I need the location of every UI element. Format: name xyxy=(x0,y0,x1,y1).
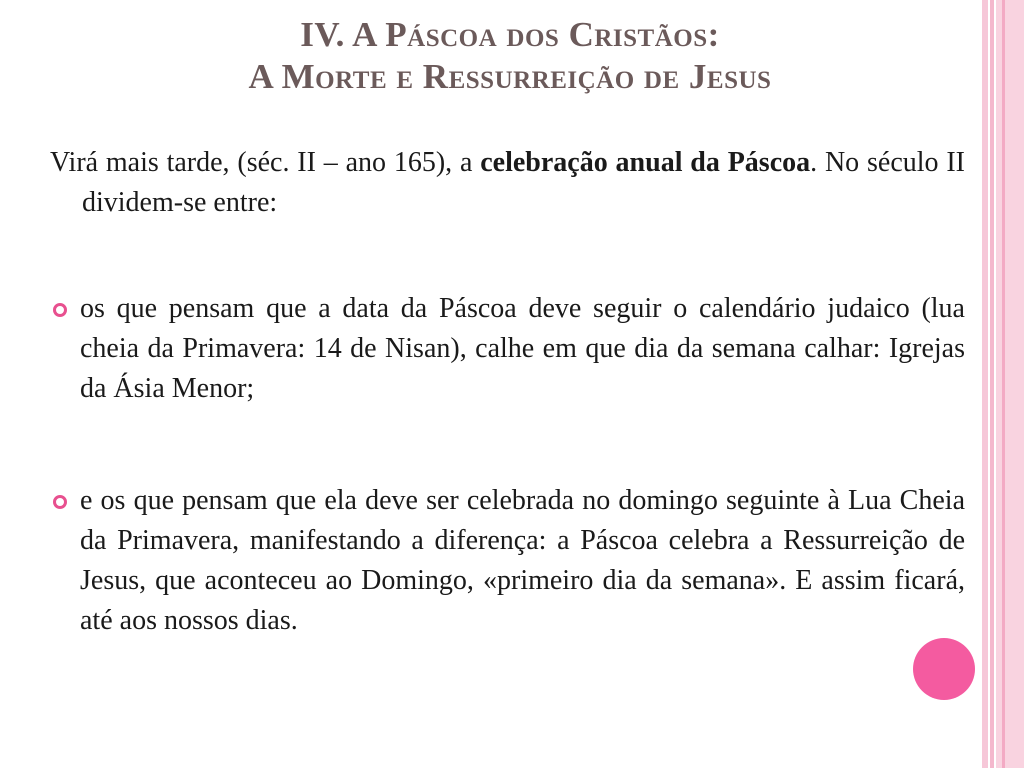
bullet-text: e os que pensam que ela deve ser celebrada no domingo seguinte à Lua Cheia da Primavera, manifestando a diferença: a Páscoa celebra a Ressurreição de Jesus, que aconteceu ao Domingo, «primeiro dia da semana». E assim ficará, até aos nossos dias. xyxy=(80,485,965,636)
stripe xyxy=(1002,0,1005,768)
bullet-item xyxy=(50,481,965,641)
intro-paragraph xyxy=(50,143,965,223)
intro-bold-text: celebração anual da Páscoa xyxy=(480,147,811,178)
slide-title-line-2: A Morte e Ressurreição de Jesus xyxy=(248,57,772,96)
stripe xyxy=(996,0,1024,768)
decorative-stripes xyxy=(982,0,1024,768)
circle-bullet-icon xyxy=(53,495,67,509)
intro-text-after: . No século II dividem-se entre: xyxy=(82,147,965,218)
slide-title-line-1: IV. A Páscoa dos Cristãos: xyxy=(300,15,720,54)
circle-bullet-icon xyxy=(53,303,67,317)
intro-text-before: Virá mais tarde, (séc. II – ano 165), a xyxy=(50,147,481,178)
bullet-text: os que pensam que a data da Páscoa deve seguir o calendário judaico (lua cheia da Primavera: 14 de Nisan), calhe em que dia da semana calhar: Igrejas da Ásia Menor; xyxy=(80,293,965,404)
slide-body xyxy=(50,143,965,641)
slide-title xyxy=(40,14,980,98)
pink-circle-decoration xyxy=(913,638,975,700)
bullet-item xyxy=(50,289,965,409)
